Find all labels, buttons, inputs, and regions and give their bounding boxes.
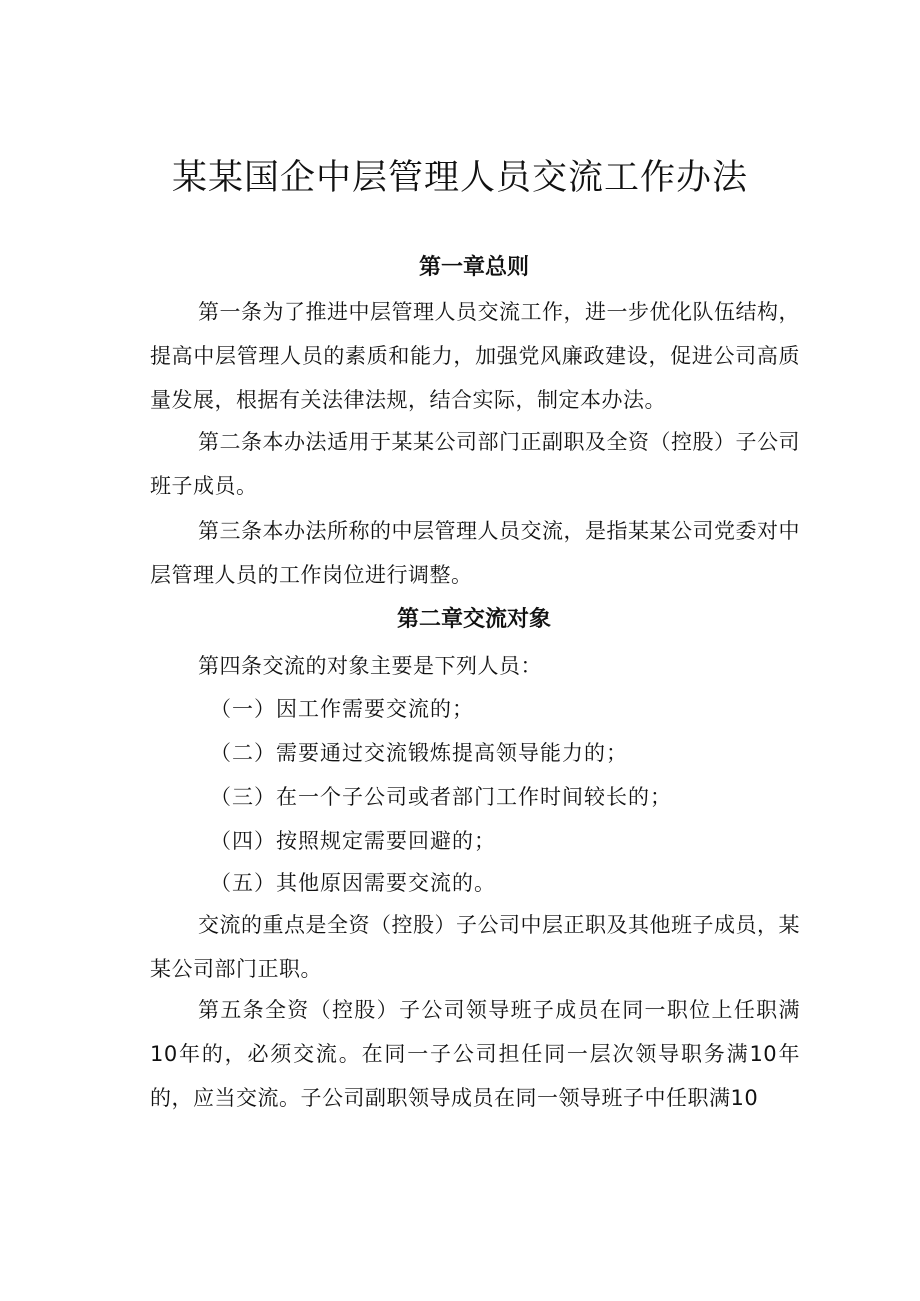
article-4-intro: 第四条交流的对象主要是下列人员：	[198, 654, 542, 678]
article-5: 第五条全资（控股）子公司领导班子成员在同一职位上任职满10年的，必须交流。在同一子公司担任同一层次领导职务满10年的，应当交流。子公司副职领导成员在同一领导班子中任职满10	[150, 998, 800, 1110]
chapter-1-heading: 第一章总则	[418, 255, 529, 280]
article-3: 第三条本办法所称的中层管理人员交流，是指某某公司党委对中层管理人员的工作岗位进行调整。	[150, 519, 800, 587]
exchange-focus: 交流的重点是全资（控股）子公司中层正职及其他班子成员，某某公司部门正职。	[150, 913, 800, 981]
list-item: （五）其他原因需要交流的。	[210, 871, 496, 895]
article-1: 第一条为了推进中层管理人员交流工作，进一步优化队伍结构，提高中层管理人员的素质和能力，加强党风廉政建设，促进公司高质量发展，根据有关法律法规，结合实际，制定本办法。	[150, 300, 800, 412]
list-item: （一）因工作需要交流的；	[210, 697, 474, 721]
chapter-2-heading: 第二章交流对象	[396, 607, 551, 632]
list-item: （四）按照规定需要回避的；	[210, 829, 496, 853]
list-item: （二）需要通过交流锻炼提高领导能力的；	[210, 741, 628, 765]
document-title: 某某国企中层管理人员交流工作办法	[171, 158, 748, 198]
article-2: 第二条本办法适用于某某公司部门正副职及全资（控股）子公司班子成员。	[150, 430, 800, 498]
list-item: （三）在一个子公司或者部门工作时间较长的；	[210, 785, 672, 809]
